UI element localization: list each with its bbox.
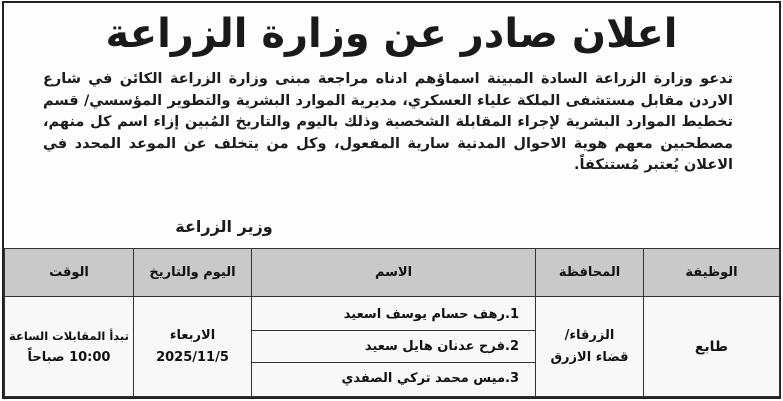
header-governorate: المحافظة [536,249,644,297]
header-job: الوظيفة [644,249,780,297]
cell-names [252,297,536,397]
notice-body-text: تدعو وزارة الزراعة السادة المبينة اسماؤهم ادناه مراجعة مبنى وزارة الزراعة الكائن في شارع الاردن مقابل مستشفى الملكة علياء العسكري، مديرية الموارد البشرية والتطوير المؤسسي/ قسم تخطيط الموارد البشرية لإجراء المقابلة الشخصية وذلك باليوم والتاريخ المُبين إزاء اسم كل منهم، مصطحبين معهم هوية الاحوال المدنية سارية المفعول، وكل من يتخلف عن الموعد المحدد في الاعلان يُعتبر مُستنكفاً. [43,71,733,173]
cell-day-date [134,297,252,397]
interview-table [4,248,780,397]
header-name: الاسم [252,249,536,297]
table-header-row [5,249,780,297]
time-line-2: 10:00 صباحاً [27,349,111,365]
cell-time [5,297,134,397]
list-item: 1.رهف حسام يوسف اسعيد [252,299,535,331]
governorate-line-1: الزرقاء/ [564,327,615,343]
header-time: الوقت [5,249,134,297]
table-row [5,297,780,397]
day-text: الاربعاء [169,327,216,343]
minister-signature: وزير الزراعة [175,217,273,236]
list-item: 2.فرح عدنان هايل سعيد [252,331,535,363]
date-text: 2025/11/5 [156,349,229,365]
list-item: 3.ميس محمد تركي الصفدي [341,370,519,386]
header-day-date: اليوم والتاريخ [134,249,252,297]
cell-governorate [536,297,644,397]
notice-title: اعلان صادر عن وزارة الزراعة [105,11,678,57]
governorate-line-2: قضاء الازرق [550,349,629,365]
cell-job: طابع [644,297,780,397]
announcement-notice [2,1,781,399]
time-line-1: تبدأ المقابلات الساعة [9,328,129,343]
